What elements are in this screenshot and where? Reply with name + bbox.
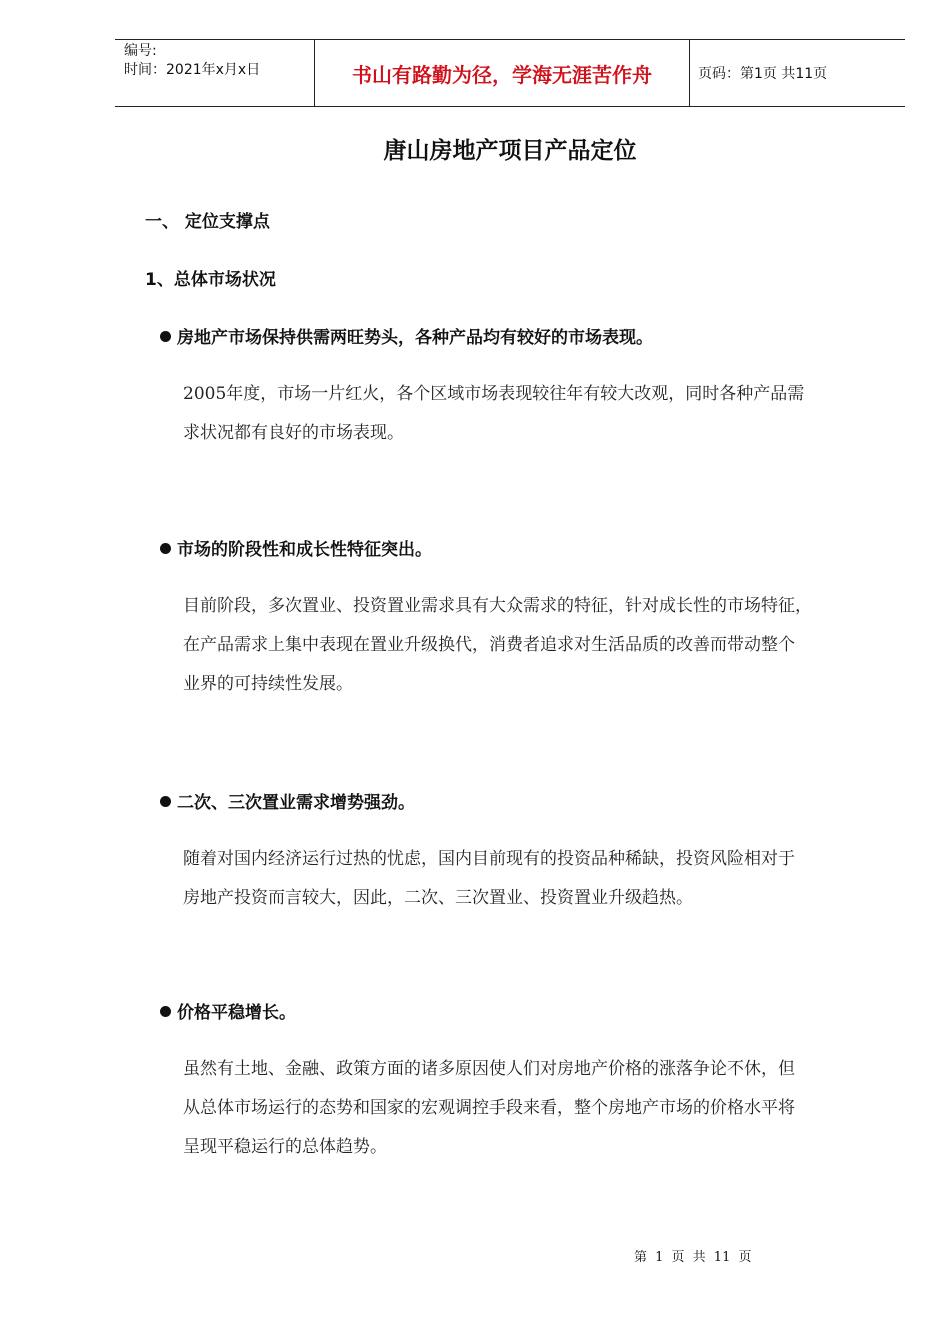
bullet-heading-text: 二次、三次置业需求增势强劲。 <box>177 793 415 813</box>
bullet-dot-icon <box>160 543 171 554</box>
document-title: 唐山房地产项目产品定位 <box>383 138 637 164</box>
page-footer: 第 1 页 共 11 页 <box>634 1250 752 1265</box>
paragraph-1 <box>183 375 893 453</box>
section-heading: 一、 定位支撑点 <box>145 212 270 232</box>
paragraph-line: 随着对国内经济运行过热的忧虑，国内目前现有的投资品种稀缺，投资风险相对于 <box>183 849 795 869</box>
header-page-label: 页码：第1页 共11页 <box>698 66 828 82</box>
header-meta-cell <box>115 40 315 106</box>
bullet-heading-4 <box>160 998 296 1023</box>
paragraph-line: 从总体市场运行的态势和国家的宏观调控手段来看，整个房地产市场的价格水平将 <box>183 1098 795 1118</box>
paragraph-line: 业界的可持续性发展。 <box>183 674 353 694</box>
paragraph-line: 2005年度，市场一片红火，各个区域市场表现较往年有较大改观，同时各种产品需 <box>183 384 805 404</box>
page-header <box>115 39 905 107</box>
bullet-heading-text: 市场的阶段性和成长性特征突出。 <box>177 540 432 560</box>
bullet-heading-text: 价格平稳增长。 <box>177 1003 296 1023</box>
bullet-heading-2 <box>160 535 432 560</box>
time-label: 时间：2021年x月x日 <box>124 62 261 78</box>
bullet-dot-icon <box>160 796 171 807</box>
subsection-heading: 1、总体市场状况 <box>145 270 276 290</box>
header-motto: 书山有路勤为径，学海无涯苦作舟 <box>315 40 690 106</box>
paragraph-line: 房地产投资而言较大，因此，二次、三次置业、投资置业升级趋热。 <box>183 888 693 908</box>
paragraph-line: 求状况都有良好的市场表现。 <box>183 423 404 443</box>
bullet-heading-3 <box>160 788 415 813</box>
paragraph-line: 呈现平稳运行的总体趋势。 <box>183 1137 387 1157</box>
paragraph-line: 在产品需求上集中表现在置业升级换代，消费者追求对生活品质的改善而带动整个 <box>183 635 795 655</box>
bullet-heading-text: 房地产市场保持供需两旺势头，各种产品均有较好的市场表现。 <box>177 328 653 348</box>
paragraph-2 <box>183 587 893 704</box>
bullet-heading-1 <box>160 323 653 348</box>
paragraph-line: 虽然有土地、金融、政策方面的诸多原因使人们对房地产价格的涨落争论不休，但 <box>183 1059 795 1079</box>
paragraph-4 <box>183 1050 893 1167</box>
bullet-dot-icon <box>160 1006 171 1017</box>
bullet-dot-icon <box>160 331 171 342</box>
paragraph-3 <box>183 840 893 918</box>
paragraph-line: 目前阶段，多次置业、投资置业需求具有大众需求的特征，针对成长性的市场特征， <box>183 596 812 616</box>
number-label: 编号: <box>124 43 157 59</box>
